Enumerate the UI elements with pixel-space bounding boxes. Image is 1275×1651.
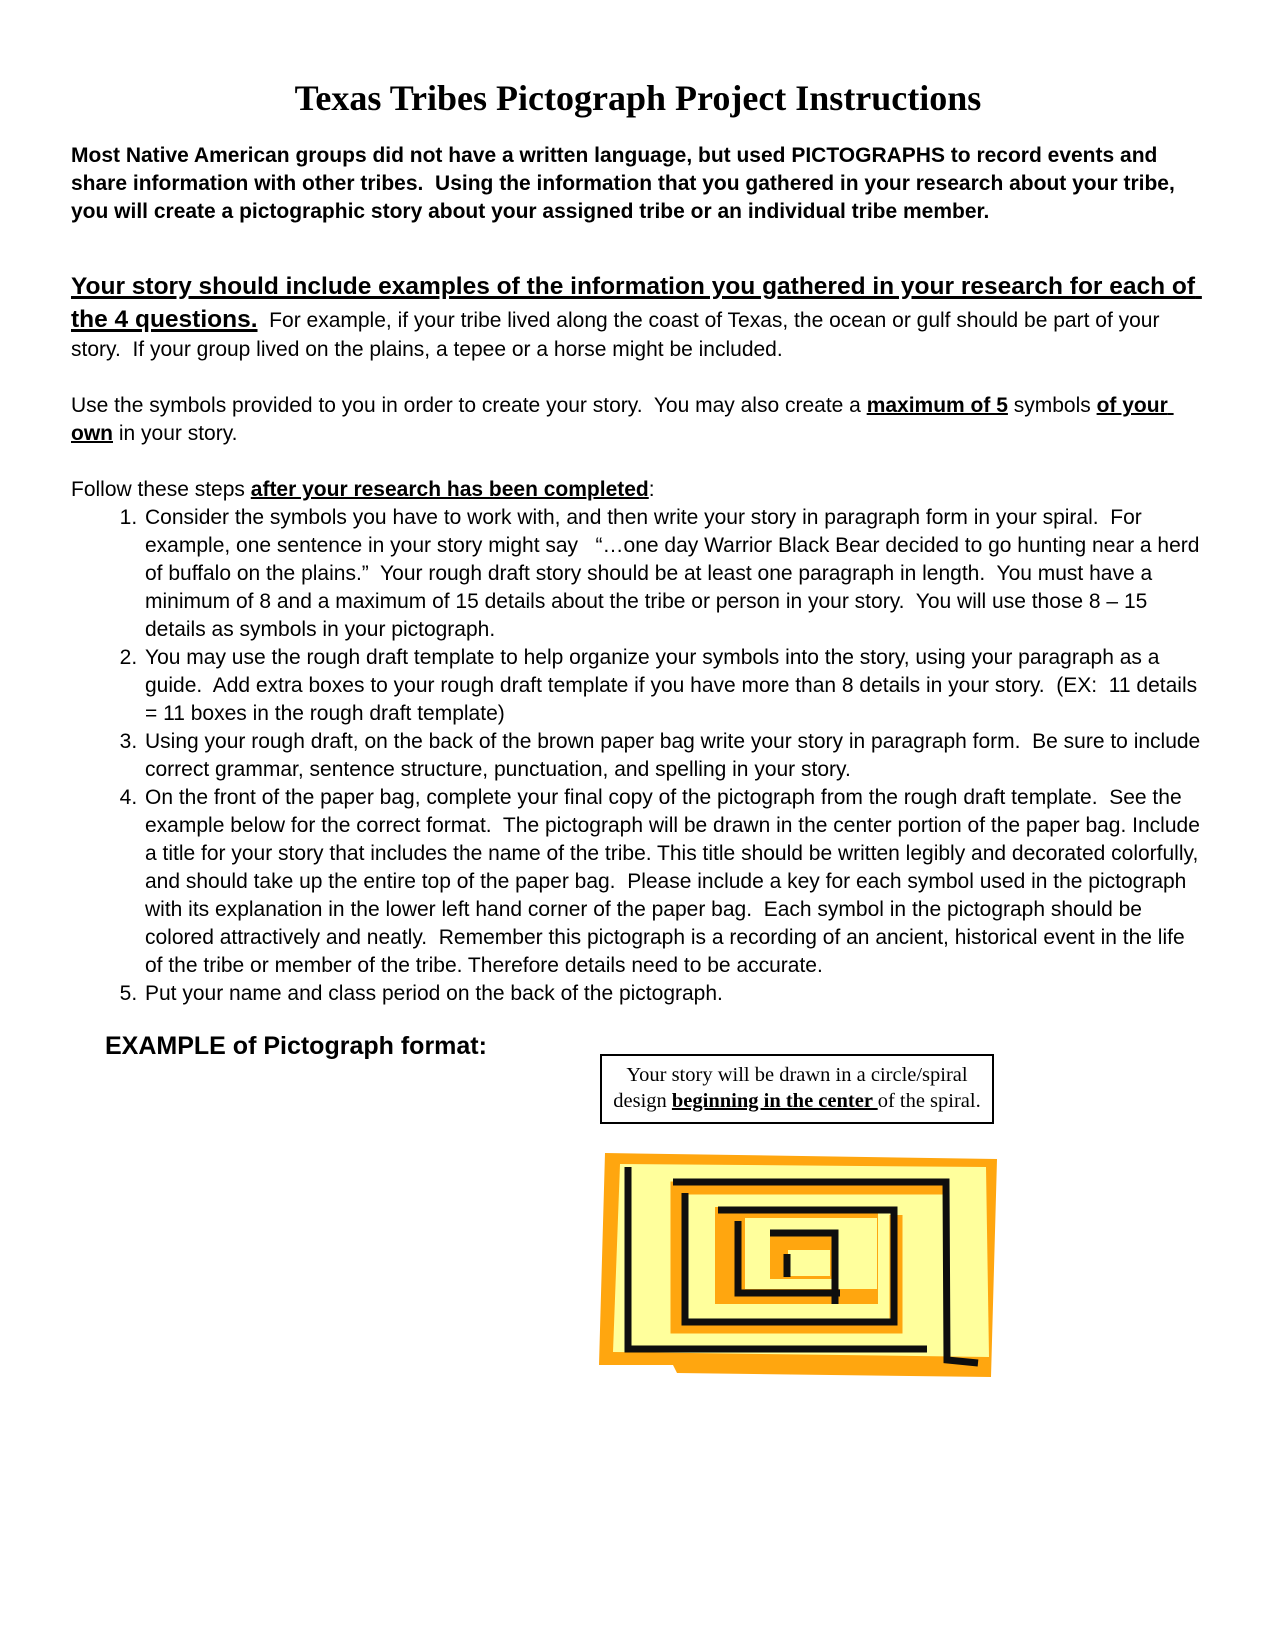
symbols-text-post: in your story. bbox=[113, 422, 238, 445]
story-requirements-heading: Your story should include examples of the information you gathered in your research for each of the 4 questions. bbox=[71, 273, 1202, 333]
page-title: Texas Tribes Pictograph Project Instructions bbox=[294, 78, 982, 118]
follow-emphasis: after your research has been completed bbox=[250, 478, 649, 501]
example-heading: EXAMPLE of Pictograph format: bbox=[105, 1032, 487, 1060]
step-item-1: 1. Consider the symbols you have to work with, and then write your story in paragraph form in your spiral. For example, one sentence in your story might say “…one day Warrior Black Bear decided to go hunting near a herd of buffalo on the plains.” Your rough draft story should be at least one paragraph in length. You must have a minimum of 8 and a maximum of 15 details about the tribe or person in your story. You will use those 8 – 15 details as symbols in your pictograph. bbox=[143, 504, 1205, 644]
spiral-example-image bbox=[565, 1081, 1001, 1381]
step-item-2: 2. You may use the rough draft template to help organize your symbols into the story, using your paragraph as a guide. Add extra boxes to your rough draft template if you have more than 8 details in your story. (EX: 11 details = 11 boxes in the rough draft template) bbox=[143, 644, 1205, 728]
caption-text-pre: Your story will be drawn in a circle/spiral design bbox=[613, 1064, 968, 1112]
follow-text-pre: Follow these steps bbox=[71, 478, 251, 501]
symbols-text-pre: Use the symbols provided to you in order to create your story. You may also create a bbox=[71, 394, 867, 417]
steps-list bbox=[71, 504, 1205, 1008]
intro-paragraph: Most Native American groups did not have a written language, but used PICTOGRAPHS to record events and share information with other tribes. Using the information that you gathered in your research about your tribe, you will create a pictographic story about your assigned tribe or an individual tribe member. bbox=[71, 144, 1181, 223]
example-section bbox=[71, 1018, 1205, 1470]
follow-text-post: : bbox=[648, 478, 655, 501]
spiral-inner-yellow bbox=[788, 1250, 830, 1276]
step-item-5: 5. Put your name and class period on the back of the pictograph. bbox=[143, 980, 1205, 1008]
step-item-4: 4. On the front of the paper bag, complete your final copy of the pictograph from the rough draft template. See the example below for the correct format. The pictograph will be drawn in the center portion of the paper bag. Include a title for your story that includes the name of the tribe. This title should be written legibly and decorated colorfully, and should take up the entire top of the paper bag. Please include a key for each symbol used in the pictograph with its explanation in the lower left hand corner of the paper bag. Each symbol in the pictograph should be colored attractively and neatly. Remember this pictograph is a recording of an ancient, historical event in the life of the tribe or member of the tribe. Therefore details need to be accurate. bbox=[143, 784, 1205, 980]
step-item-3: 3. Using your rough draft, on the back of the brown paper bag write your story in paragraph form. Be sure to include correct grammar, sentence structure, punctuation, and spelling in your story. bbox=[143, 728, 1205, 784]
story-requirements-text: For example, if your tribe lived along the coast of Texas, the ocean or gulf should be part of your story. If your group lived on the plains, a tepee or a horse might be included. bbox=[71, 309, 1166, 361]
symbols-paragraph bbox=[71, 392, 1205, 448]
story-requirements-paragraph bbox=[71, 270, 1205, 364]
symbols-text-mid: symbols bbox=[1007, 394, 1097, 417]
follow-steps-line bbox=[71, 476, 1205, 504]
symbols-max5-emphasis: maximum of 5 bbox=[866, 394, 1008, 417]
caption-text-post: of the spiral. bbox=[877, 1090, 981, 1112]
caption-emphasis: beginning in the center bbox=[671, 1090, 878, 1112]
symbols-own-emphasis: of your own bbox=[71, 394, 1174, 445]
